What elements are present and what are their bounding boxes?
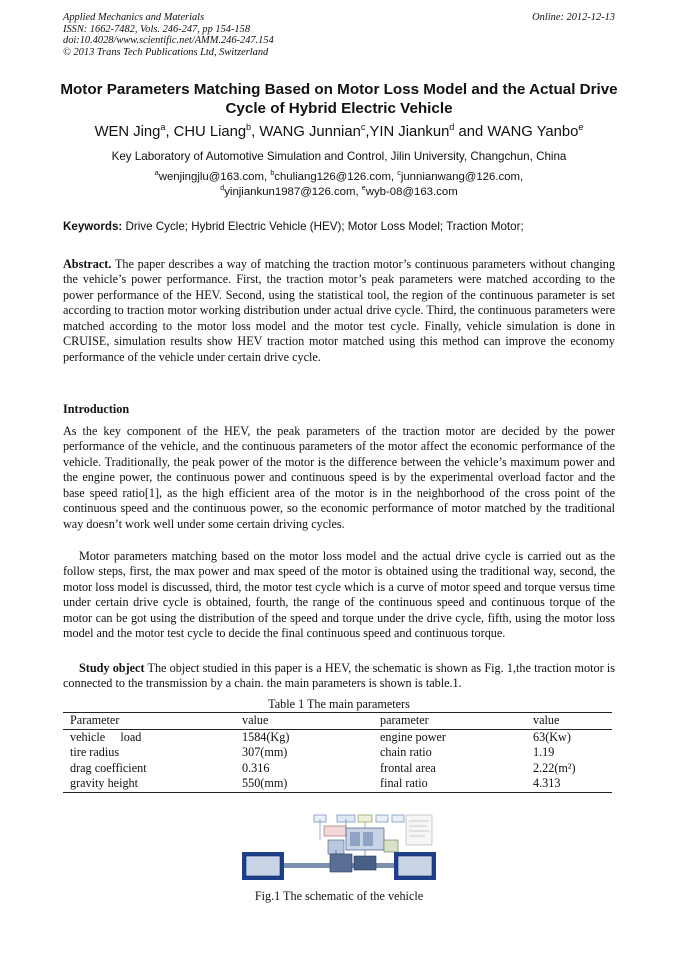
page-header (63, 12, 615, 58)
author: CHU Liang$^b$, (173, 122, 260, 140)
table-header-cell: value (242, 713, 269, 727)
table-cell: 550(mm) (242, 776, 288, 790)
transmission-block (330, 854, 352, 872)
table-row (63, 776, 612, 792)
table-cell: 4.313 (533, 776, 561, 790)
email-link[interactable]: yinjiankun1987@126.com, (224, 186, 362, 198)
table-cell: engine power (380, 729, 446, 744)
engine-cylinder (363, 832, 373, 846)
author-list (30, 123, 648, 141)
table-cell: drag coefficient (70, 760, 147, 775)
table-header-row (63, 713, 612, 730)
component-box (392, 815, 404, 822)
table-cell: final ratio (380, 776, 428, 790)
table-cell: chain ratio (380, 745, 432, 759)
intro-paragraph-3: Study object The object studied in this paper is a HEV, the schematic is shown as Fig. 1,the traction motor is connected to the transmission by a chain. the main parameters is shown is table.1. (63, 661, 615, 691)
keywords (63, 219, 615, 234)
table-cell: frontal area (380, 760, 436, 775)
table-cell: 1584(Kg) (242, 729, 290, 744)
issn: ISSN: 1662-7482, Vols. 246-247, pp 154-158 (63, 23, 251, 35)
intro-paragraph-2: Motor parameters matching based on the motor loss model and the actual drive cycle is carried out as the follow steps, first, the max power and max speed of the motor is obtained using the traditional way, second, the motor loss model is discussed, third, the motor test cycle which is a curve of motor speed and torque versus time under certain drive cycle is obtained, fourth, the range of the continuous speed and continuous torque of the motor can be got using the distribution of the speed and torque under the drive cycle, fifth, using the motor loss model and the motor test cycle to decide the final continuous speed and continuous torque. (63, 549, 615, 641)
table-header-cell: Parameter (70, 713, 120, 727)
abstract (63, 257, 615, 365)
author: YIN Jiankun$^d$ and (369, 122, 488, 140)
table-caption: Table 1 The main parameters (268, 697, 410, 711)
table-cell: 307(mm) (242, 745, 288, 759)
battery-block (384, 840, 398, 852)
table-row (63, 745, 612, 761)
component-box (324, 826, 346, 836)
vehicle-schematic-figure (242, 812, 436, 882)
component-box (358, 815, 372, 822)
table-cell: vehicle load (70, 729, 142, 744)
table-cell: 0.316 (242, 760, 270, 775)
component-box (376, 815, 388, 822)
intro-paragraph-1: As the key component of the HEV, the peak parameters of the traction motor are decided by the power performance of the vehicle, and the continuous parameters of the motor affect the economic performance of the vehicle. Traditionally, the peak power of the motor is the difference between the vehicle’s maximum power and the engine power, the continuous power and continuous speed is by the experimental overload factor and the base speed ratio[1], as the high efficient area of the motor is in the neighborhood of the cross point of the continuous speed and the continuous power, so the economic performance of motor matched by the traditional way doesn’t work well under some certain driving cycles. (63, 424, 615, 531)
table-cell: 1.19 (533, 745, 555, 759)
email-link[interactable]: wyb-08@163.com (365, 186, 458, 198)
table-row (63, 729, 612, 745)
abstract-text: The paper describes a way of matching the traction motor’s continuous parameters without changing the vehicle’s power performance. First, the traction motor’s peak parameters were matched according to the power performance of the HEV. Second, using the statistical tool, the region of the continuous parameter is set according to traction motor working distribution under actual drive cycle. Third, the continuous parameters were matched according to the motor loss model and the motor test cycle. Finally, vehicle simulation is done in CRUISE, simulation results show HEV traction motor matched using this method can improve the economy performance of the vehicle under certain drive cycle. (63, 257, 615, 364)
abstract-label: Abstract. (63, 257, 112, 271)
author: WANG Yanbo$^e$ (487, 122, 584, 140)
table-cell: tire radius (70, 745, 120, 759)
email-link[interactable]: chuliang126@126.com, (274, 171, 398, 183)
copyright: © 2013 Trans Tech Publications Ltd, Switzerland (63, 46, 269, 58)
table-header-cell: parameter (380, 713, 429, 727)
table-cell: 63(Kw) (533, 729, 571, 744)
table-cell: 2.22(m²) (533, 760, 576, 775)
study-object-label: Study object (79, 661, 145, 675)
journal-name: Applied Mechanics and Materials (63, 12, 205, 23)
differential-block (354, 856, 376, 870)
doi: doi:10.4028/www.scientific.net/AMM.246-247.154 (63, 35, 274, 47)
affiliation: Key Laboratory of Automotive Simulation and Control, Jilin University, Changchun, China (111, 150, 567, 163)
online-date: Online: 2012-12-13 (532, 12, 615, 23)
info-panel (406, 815, 432, 845)
author: WEN Jing$^a$, (94, 122, 174, 140)
table-row (63, 761, 612, 777)
keywords-text: Drive Cycle; Hybrid Electric Vehicle (HEV); Motor Loss Model; Traction Motor; (122, 220, 524, 233)
keywords-label: Keywords: (63, 220, 123, 233)
email-link[interactable]: junnianwang@126.com, (400, 171, 524, 183)
parameters-table (63, 712, 612, 793)
table-header-cell: value (533, 713, 560, 727)
email-link[interactable]: wenjingjlu@163.com, (158, 171, 271, 183)
paper-title: Motor Parameters Matching Based on Motor Loss Model and the Actual Drive Cycle of Hybrid Electric Vehicle (60, 81, 618, 117)
section-heading-introduction: Introduction (63, 402, 130, 416)
email-list: $^a$wenjingjlu@163.com, $^b$chuliang126@126.com, $^c$junnianwang@126.com, $^d$yinjiankun1987@126.com, $^e$wyb-08@163.com (154, 170, 524, 198)
author: WANG Junnian$^c$, (259, 122, 370, 140)
engine-cylinder (350, 832, 360, 846)
figure-caption: Fig.1 The schematic of the vehicle (254, 889, 424, 903)
table-cell: gravity height (70, 776, 139, 790)
